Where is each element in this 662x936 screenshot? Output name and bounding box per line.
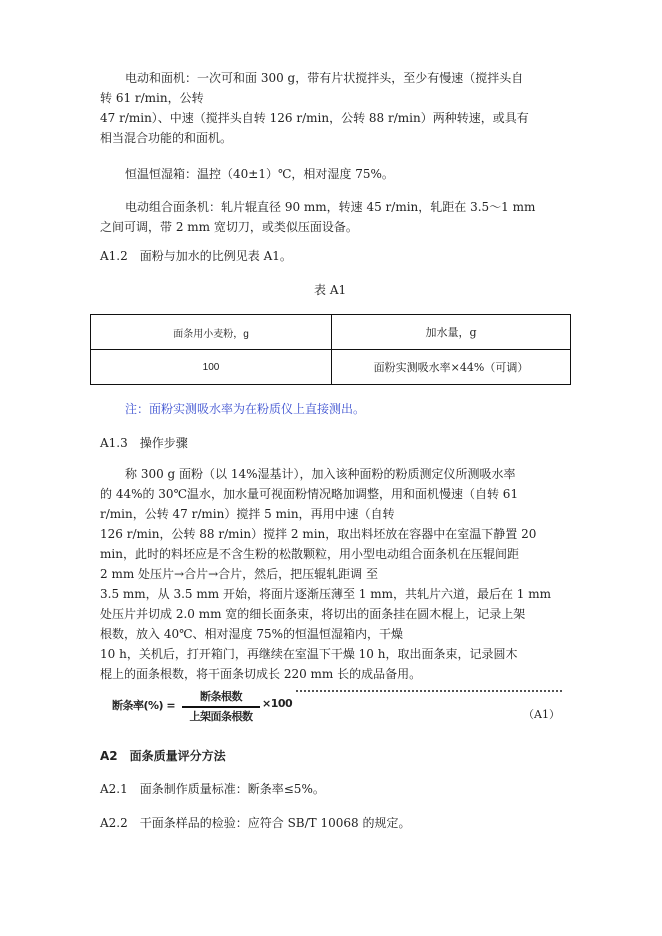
- table-cell: 100: [91, 350, 332, 385]
- paragraph-noodle-machine: [100, 197, 572, 237]
- section-heading: A1.3 操作步骤: [100, 436, 188, 450]
- section-a1-3: [100, 433, 572, 453]
- section-text: A2.2 干面条样品的检验：应符合 SB/T 10068 的规定。: [100, 816, 411, 830]
- table-row: [91, 350, 571, 385]
- formula-lhs: 断条率(%) =: [112, 699, 176, 712]
- paragraph-procedure: [100, 464, 572, 684]
- text-line: min，此时的料坯应是不含生粉的松散颗粒，用小型电动组合面条机在压辊间距: [100, 547, 519, 561]
- table-caption: 表 A1: [314, 283, 347, 297]
- paragraph-incubator: [100, 164, 572, 184]
- text-line: 相当混合功能的和面机。: [100, 131, 233, 145]
- table-header-row: [91, 315, 571, 350]
- text-line: 之间可调，带 2 mm 宽切刀，或类似压面设备。: [100, 220, 358, 234]
- text-line: 根数，放入 40℃、相对湿度 75%的恒温恒湿箱内，干燥: [100, 627, 403, 641]
- formula-multiplier: ×100: [262, 697, 293, 710]
- leader-dots: [296, 684, 562, 692]
- text-line: 126 r/min，公转 88 r/min）搅拌 2 min，取出料坯放在容器中在室温下静置 20: [100, 527, 537, 541]
- table-header-cell: 加水量，g: [332, 315, 571, 350]
- section-heading: A1.2 面粉与加水的比例见表 A1。: [100, 249, 292, 263]
- section-text: A2.1 面条制作质量标准：断条率≤5%。: [100, 782, 325, 796]
- section-a2-2: [100, 813, 572, 833]
- table-cell: 面粉实测吸水率×44%（可调）: [332, 350, 571, 385]
- table-note: [100, 399, 572, 419]
- note-text: 注：面粉实测吸水率为在粉质仪上直接测出。: [125, 402, 366, 416]
- section-a2: [100, 746, 572, 766]
- text-line: 电动和面机：一次可和面 300 g，带有片状搅拌头，至少有慢速（搅拌头自: [125, 71, 524, 85]
- text-line: 棍上的面条根数，将干面条切成长 220 mm 长的成品备用。: [100, 667, 422, 681]
- text-line: 恒温恒湿箱：温控（40±1）℃，相对湿度 75%。: [125, 167, 394, 181]
- text-line: 处压片并切成 2.0 mm 宽的细长面条束，将切出的面条挂在圆木棍上，记录上架: [100, 607, 526, 621]
- section-a1-2: [100, 246, 572, 266]
- text-line: r/min，公转 47 r/min）搅拌 5 min，再用中速（自转: [100, 507, 395, 521]
- text-line: 3.5 mm，从 3.5 mm 开始，将面片逐渐压薄至 1 mm，共轧片六道，最后在 1 mm: [100, 587, 551, 601]
- text-line: 10 h，关机后，打开箱门，再继续在室温下干燥 10 h，取出面条束，记录圆木: [100, 647, 518, 661]
- section-a2-1: [100, 779, 572, 799]
- text-line: 转 61 r/min，公转: [100, 91, 204, 105]
- text-line: 电动组合面条机：轧片辊直径 90 mm，转速 45 r/min，轧距在 3.5～1 mm: [125, 200, 536, 214]
- section-heading: A2 面条质量评分方法: [100, 749, 226, 763]
- table-header-cell: 面条用小麦粉，g: [91, 315, 332, 350]
- formula-denominator: 上架面条根数: [189, 710, 253, 723]
- paragraph-mixer: [100, 68, 572, 148]
- text-line: 2 mm 处压片→合片→合片，然后，把压辊轧距调 至: [100, 567, 378, 581]
- formula-numerator: 断条根数: [200, 690, 242, 703]
- text-line: 的 44%的 30℃温水，加水量可视面粉情况略加调整，用和面机慢速（自转 61: [100, 487, 519, 501]
- formula-label: （A1）: [523, 708, 560, 721]
- table-a1: [90, 314, 571, 385]
- text-line: 47 r/min）、中速（搅拌头自转 126 r/min，公转 88 r/min）两种转速，或具有: [100, 111, 529, 125]
- text-line: 称 300 g 面粉（以 14%湿基计），加入该种面粉的粉质测定仪所测吸水率: [125, 467, 516, 481]
